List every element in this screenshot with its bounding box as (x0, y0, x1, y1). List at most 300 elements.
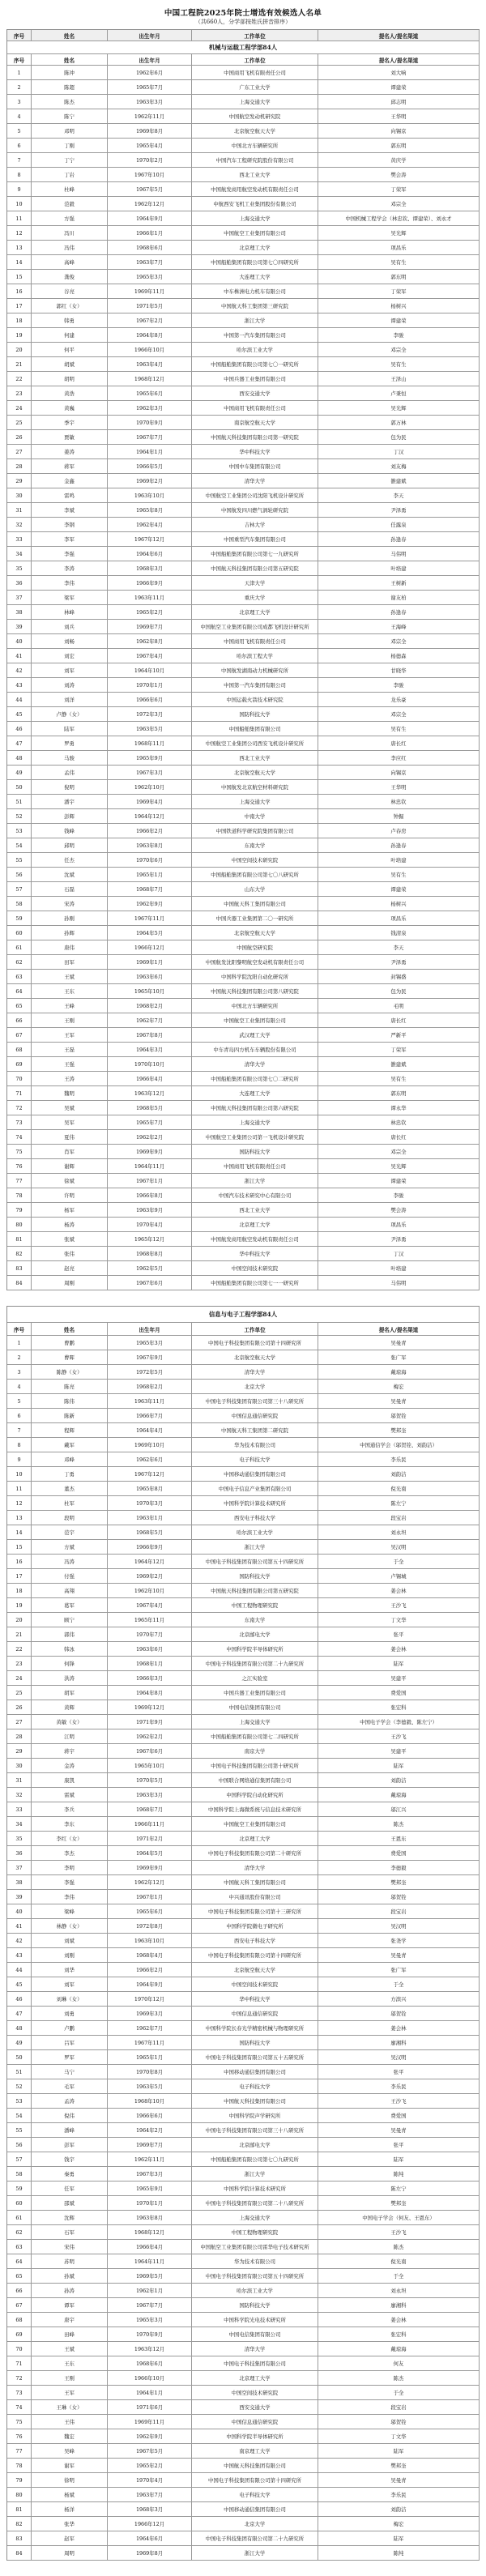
cell-work-unit: 中南大学 (192, 809, 318, 823)
cell-birth-date: 1969年7月 (108, 620, 192, 633)
cell-nominator: 丁文华 (318, 2429, 480, 2443)
cell-name: 何锋 (32, 1657, 108, 1670)
cell-birth-date: 1966年5月 (108, 459, 192, 473)
cell-birth-date: 1968年7月 (108, 882, 192, 896)
cell-birth-date: 1966年11月 (108, 1817, 192, 1831)
cell-birth-date: 1967年8月 (108, 1028, 192, 1042)
cell-birth-date: 1962年6月 (108, 1452, 192, 1466)
cell-index: 69 (7, 1057, 32, 1071)
cell-work-unit: 山东大学 (192, 882, 318, 896)
cell-name: 陈冲 (32, 66, 108, 79)
cell-work-unit: 中国航天科工集团第二研究院 (192, 1423, 318, 1437)
cell-name: 刘涛 (32, 678, 108, 692)
cell-birth-date: 1964年9月 (108, 211, 192, 225)
header-name: 姓名 (32, 30, 108, 41)
cell-birth-date: 1965年1月 (108, 2050, 192, 2064)
table-row (7, 1438, 480, 1452)
cell-work-unit: 中国电子科技集团有限公司第三十八研究所 (192, 2123, 318, 2137)
table-row (7, 1904, 480, 1919)
cell-nominator: 卢春房 (318, 824, 480, 838)
cell-work-unit: 中国兵器工业集团第二〇一研究所 (192, 911, 318, 925)
cell-birth-date: 1965年9月 (108, 751, 192, 765)
cell-nominator: 向锡京 (318, 124, 480, 138)
cell-birth-date: 1969年8月 (108, 124, 192, 138)
cell-birth-date: 1964年1月 (108, 2386, 192, 2399)
table-row (7, 1642, 480, 1657)
cell-index: 23 (7, 386, 32, 400)
cell-birth-date: 1963年12月 (108, 2342, 192, 2356)
cell-nominator: 吴有生 (318, 868, 480, 881)
cell-index: 6 (7, 139, 32, 152)
table-row (7, 1467, 480, 1482)
cell-index: 8 (7, 1438, 32, 1452)
table-row (7, 2240, 480, 2254)
cell-name: 胡斌 (32, 357, 108, 371)
cell-index: 30 (7, 488, 32, 502)
cell-name: 孙刚 (32, 911, 108, 925)
cell-birth-date: 1965年9月 (108, 2181, 192, 2195)
cell-name: 冯涛 (32, 1555, 108, 1568)
table-row (7, 1380, 480, 1394)
cell-name: 陈宁 (32, 109, 108, 123)
cell-name: 林峰 (32, 605, 108, 619)
cell-index: 19 (7, 1598, 32, 1612)
cell-index: 24 (7, 401, 32, 415)
cell-work-unit: 中国航天科工集团有限公司 (192, 897, 318, 911)
table-row (7, 1350, 480, 1365)
table-row (7, 678, 480, 693)
cell-index: 17 (7, 1569, 32, 1583)
cell-name: 王刚 (32, 1013, 108, 1027)
cell-work-unit: 中国航发北京航空材料研究院 (192, 780, 318, 794)
table-row (7, 1919, 480, 1934)
cell-nominator: 廖湘科 (318, 2036, 480, 2049)
cell-work-unit: 中国第一汽车集团有限公司 (192, 678, 318, 692)
cell-name: 杜峰 (32, 182, 108, 196)
cell-birth-date: 1971年6月 (108, 2400, 192, 2414)
cell-index: 51 (7, 2065, 32, 2079)
cell-birth-date: 1966年10月 (108, 343, 192, 356)
cell-birth-date: 1967年5月 (108, 182, 192, 196)
cell-nominator: 樊会涛 (318, 168, 480, 181)
cell-work-unit: 中国航天科工集团有限公司 (192, 1875, 318, 1889)
cell-name: 蒋军 (32, 459, 108, 473)
cell-work-unit: 中国航空工业集团有限公司 (192, 226, 318, 240)
cell-work-unit: 浙江大学 (192, 313, 318, 327)
cell-nominator: 邬贺铨 (318, 2415, 480, 2429)
cell-name: 邱明 (32, 838, 108, 852)
cell-work-unit: 中国航空工业集团有限公司雷华电子技术研究所 (192, 2240, 318, 2254)
table-row (7, 2386, 480, 2400)
cell-nominator: 吴光辉 (318, 1159, 480, 1173)
cell-nominator: 尹泽勇 (318, 503, 480, 517)
cell-index: 59 (7, 2181, 32, 2195)
cell-name: 方强 (32, 211, 108, 225)
cell-birth-date: 1963年3月 (108, 95, 192, 109)
cell-name: 刘军 (32, 1977, 108, 1991)
cell-name: 李涛 (32, 561, 108, 575)
table-row (7, 168, 480, 182)
cell-index: 14 (7, 1525, 32, 1539)
cell-name: 郭伟 (32, 1627, 108, 1641)
table-row (7, 561, 480, 576)
cell-index: 49 (7, 766, 32, 779)
cell-birth-date: 1965年7月 (108, 80, 192, 94)
cell-nominator: 谭建荣 (318, 313, 480, 327)
table-row (7, 809, 480, 824)
cell-index: 45 (7, 707, 32, 721)
table-row (7, 1861, 480, 1875)
table-row (7, 1598, 480, 1613)
cell-name: 任军 (32, 2181, 108, 2195)
cell-nominator: 张广军 (318, 1350, 480, 1364)
cell-birth-date: 1971年5月 (108, 299, 192, 313)
table-row (7, 197, 480, 211)
cell-nominator: 何友 (318, 2356, 480, 2370)
cell-index: 64 (7, 984, 32, 998)
cell-nominator: 费爱国 (318, 2109, 480, 2122)
cell-nominator: 甘晓华 (318, 663, 480, 677)
cell-birth-date: 1962年10月 (108, 780, 192, 794)
cell-birth-date: 1965年8月 (108, 1482, 192, 1495)
cell-work-unit: 中国北方车辆研究所 (192, 139, 318, 152)
table-row (7, 1540, 480, 1555)
cell-work-unit: 中国电子信息产业集团有限公司 (192, 1482, 318, 1495)
cell-nominator: 陆军 (318, 2531, 480, 2545)
table-header-row (7, 1323, 480, 1336)
cell-index: 80 (7, 2488, 32, 2501)
cell-birth-date: 1964年5月 (108, 1846, 192, 1860)
cell-work-unit: 中国航空研究院 (192, 940, 318, 954)
cell-nominator: 王华明 (318, 109, 480, 123)
cell-index: 58 (7, 2167, 32, 2181)
cell-nominator: 中国电子学会（何友、王恩东） (318, 2211, 480, 2224)
cell-name: 沈斌 (32, 868, 108, 881)
cell-nominator: 张广军 (318, 1963, 480, 1977)
table-row (7, 2123, 480, 2138)
candidate-table-information (6, 1306, 480, 2561)
table-row (7, 1744, 480, 1759)
table-row (7, 1423, 480, 1438)
cell-nominator: 王华明 (318, 780, 480, 794)
cell-index: 54 (7, 2109, 32, 2122)
table-row (7, 2036, 480, 2050)
cell-index: 43 (7, 678, 32, 692)
cell-work-unit: 中国信息通信研究院 (192, 2415, 318, 2429)
table-row (7, 386, 480, 401)
cell-nominator: 向锡京 (318, 766, 480, 779)
cell-name: 张伟 (32, 1247, 108, 1260)
table-row (7, 2371, 480, 2386)
cell-name: 谢军 (32, 2459, 108, 2472)
table-row (7, 518, 480, 532)
cell-index: 73 (7, 1115, 32, 1129)
table-row (7, 2531, 480, 2546)
cell-name: 王刚 (32, 2371, 108, 2385)
cell-name: 潘宇 (32, 795, 108, 808)
cell-work-unit: 中国航天科技集团有限公司第一研究院 (192, 430, 318, 444)
cell-birth-date: 1965年3月 (108, 270, 192, 284)
cell-index: 3 (7, 1365, 32, 1379)
cell-name: 洪涛 (32, 1671, 108, 1685)
cell-birth-date: 1968年12月 (108, 2225, 192, 2239)
cell-name: 魏明 (32, 1086, 108, 1100)
header-birth-date: 出生年月 (108, 1323, 192, 1335)
cell-work-unit: 中国船舶集团有限公司第七一九研究所 (192, 547, 318, 561)
cell-name: 贾敏 (32, 430, 108, 444)
cell-index: 64 (7, 2254, 32, 2268)
cell-name: 倪明 (32, 780, 108, 794)
cell-name: 王东 (32, 2356, 108, 2370)
cell-birth-date: 1972年5月 (108, 1365, 192, 1379)
cell-nominator: 陈左宁 (318, 1496, 480, 1510)
cell-work-unit: 中国航发沈阳黎明航空发动机有限责任公司 (192, 955, 318, 969)
cell-birth-date: 1965年3月 (108, 2313, 192, 2327)
cell-nominator: 叶培建 (318, 853, 480, 867)
table-row (7, 2488, 480, 2502)
table-row (7, 2021, 480, 2036)
cell-work-unit: 中国商用飞机有限责任公司 (192, 66, 318, 79)
table-row (7, 2196, 480, 2211)
cell-work-unit: 北京理工大学 (192, 605, 318, 619)
cell-birth-date: 1962年11月 (108, 2152, 192, 2166)
cell-birth-date: 1965年1月 (108, 868, 192, 881)
header-work-unit: 工作单位 (192, 30, 318, 41)
cell-name: 杨斌 (32, 2488, 108, 2501)
cell-work-unit: 西北工业大学 (192, 168, 318, 181)
cell-name: 高翔 (32, 1584, 108, 1597)
cell-work-unit: 中国航天科技集团有限公司第六研究院 (192, 1101, 318, 1115)
cell-work-unit: 中国电子科技集团有限公司第十四研究所 (192, 2473, 318, 2487)
cell-nominator: 王树新 (318, 576, 480, 590)
table-row (7, 1336, 480, 1350)
table-row (7, 1409, 480, 1423)
table-row (7, 882, 480, 897)
cell-work-unit: 武汉理工大学 (192, 1028, 318, 1042)
cell-work-unit: 中国电子科技集团有限公司第三十八研究所 (192, 1394, 318, 1408)
cell-birth-date: 1971年9月 (108, 1715, 192, 1729)
cell-work-unit: 北京航空航天大学 (192, 1350, 318, 1364)
cell-nominator: 丁文华 (318, 1613, 480, 1627)
cell-nominator: 樊邦奎 (318, 2196, 480, 2210)
table-row (7, 1525, 480, 1540)
table-header-row (7, 30, 480, 41)
cell-work-unit: 南京大学 (192, 1744, 318, 1758)
cell-nominator: 严新平 (318, 1028, 480, 1042)
cell-nominator: 杨树兴 (318, 299, 480, 313)
cell-nominator: 尹泽勇 (318, 955, 480, 969)
cell-birth-date: 1967年4月 (108, 649, 192, 663)
cell-birth-date: 1964年1月 (108, 445, 192, 458)
cell-work-unit: 中国空间技术研究院 (192, 1977, 318, 1991)
cell-birth-date: 1962年12月 (108, 1875, 192, 1889)
cell-name: 胡军 (32, 1686, 108, 1700)
cell-name: 周明 (32, 2546, 108, 2560)
cell-index: 72 (7, 1101, 32, 1115)
cell-name: 韩勇 (32, 313, 108, 327)
cell-name: 卢鹏 (32, 2021, 108, 2035)
cell-index: 41 (7, 649, 32, 663)
cell-work-unit: 北京大学 (192, 1380, 318, 1393)
cell-nominator: 倪光南 (318, 2254, 480, 2268)
table-row (7, 2065, 480, 2079)
cell-index: 25 (7, 1686, 32, 1700)
cell-work-unit: 中航西安飞机工业集团股份有限公司 (192, 197, 318, 211)
cell-index: 65 (7, 999, 32, 1013)
cell-birth-date: 1969年9月 (108, 1145, 192, 1158)
cell-work-unit: 中国船舶集团有限公司第七〇一研究所 (192, 357, 318, 371)
cell-birth-date: 1964年8月 (108, 1686, 192, 1700)
cell-birth-date: 1970年1月 (108, 678, 192, 692)
cell-name: 肖军 (32, 1145, 108, 1158)
cell-name: 王涛 (32, 1072, 108, 1085)
cell-nominator: 尹泽勇 (318, 1232, 480, 1246)
cell-name: 石军 (32, 2225, 108, 2239)
cell-work-unit: 华为技术有限公司 (192, 1438, 318, 1452)
cell-work-unit: 中车株洲电力机车有限公司 (192, 284, 318, 298)
table-row (7, 780, 480, 795)
cell-name: 李伟 (32, 1890, 108, 1904)
cell-name: 黄浩 (32, 386, 108, 400)
cell-birth-date: 1964年6月 (108, 2531, 192, 2545)
cell-work-unit: 中国电子科技集团有限公司第十三研究所 (192, 1904, 318, 1918)
table-row (7, 109, 480, 124)
cell-nominator: 吴有生 (318, 722, 480, 736)
table-row (7, 2094, 480, 2109)
table-row (7, 1057, 480, 1072)
cell-nominator: 刘韵洁 (318, 1773, 480, 1787)
cell-work-unit: 西安电子科技大学 (192, 1511, 318, 1525)
cell-name: 徐斌 (32, 1174, 108, 1188)
cell-nominator: 马伟明 (318, 547, 480, 561)
table-row (7, 445, 480, 459)
cell-birth-date: 1965年8月 (108, 503, 192, 517)
cell-index: 8 (7, 168, 32, 181)
cell-work-unit: 中国商用飞机有限责任公司 (192, 634, 318, 648)
cell-birth-date: 1962年5月 (108, 1261, 192, 1275)
cell-name: 王伟 (32, 2415, 108, 2429)
table-row (7, 1365, 480, 1380)
cell-nominator: 樊邦奎 (318, 1875, 480, 1889)
cell-birth-date: 1972年3月 (108, 707, 192, 721)
cell-index: 50 (7, 2050, 32, 2064)
table-row (7, 1247, 480, 1261)
cell-work-unit: 东南大学 (192, 838, 318, 852)
cell-index: 25 (7, 416, 32, 429)
cell-index: 21 (7, 1627, 32, 1641)
cell-work-unit: 中国工程物理研究院 (192, 2225, 318, 2239)
cell-birth-date: 1966年10月 (108, 2371, 192, 2385)
cell-birth-date: 1969年4月 (108, 795, 192, 808)
cell-name: 陈超 (32, 80, 108, 94)
cell-name: 刘华 (32, 1963, 108, 1977)
cell-birth-date: 1962年6月 (108, 66, 192, 79)
cell-work-unit: 中国汽车工程研究院股份有限公司 (192, 153, 318, 167)
cell-birth-date: 1966年9月 (108, 1540, 192, 1554)
cell-work-unit: 重庆大学 (192, 591, 318, 604)
cell-birth-date: 1968年3月 (108, 2502, 192, 2516)
cell-name: 金涛 (32, 1759, 108, 1772)
cell-work-unit: 北京理工大学 (192, 1832, 318, 1845)
cell-nominator: 黄庆学 (318, 153, 480, 167)
cell-nominator: 龙乐豪 (318, 693, 480, 706)
cell-name: 孟伟 (32, 766, 108, 779)
cell-nominator: 廖湘科 (318, 2298, 480, 2312)
cell-work-unit: 北京理工大学 (192, 2371, 318, 2385)
cell-work-unit: 南京航空航天大学 (192, 416, 318, 429)
table-row (7, 1086, 480, 1101)
cell-work-unit: 中国航空工业集团有限公司 (192, 1013, 318, 1027)
cell-work-unit: 国防科技大学 (192, 1145, 318, 1158)
table-row (7, 1729, 480, 1744)
cell-work-unit: 中国航天科技集团有限公司第五研究院 (192, 561, 318, 575)
cell-work-unit: 中国科学院声学研究所 (192, 2109, 318, 2122)
table-row (7, 1115, 480, 1130)
document-title: 中国工程院2025年院士增选有效候选人名单 (164, 9, 322, 18)
cell-index: 80 (7, 1218, 32, 1231)
cell-work-unit: 中国移动通信集团有限公司 (192, 2502, 318, 2516)
cell-work-unit: 中国第一汽车集团有限公司 (192, 328, 318, 342)
cell-index: 4 (7, 109, 32, 123)
table-row (7, 1555, 480, 1569)
cell-birth-date: 1966年3月 (108, 1671, 192, 1685)
cell-birth-date: 1963年8月 (108, 838, 192, 852)
cell-name: 雷斌 (32, 1788, 108, 1802)
cell-nominator: 吴汉明 (318, 1919, 480, 1933)
cell-index: 34 (7, 547, 32, 561)
cell-index: 42 (7, 1934, 32, 1947)
cell-name: 王东 (32, 984, 108, 998)
table-row (7, 2356, 480, 2371)
cell-index: 9 (7, 182, 32, 196)
cell-work-unit: 华中科技大学 (192, 1992, 318, 2006)
cell-name: 刘刚 (32, 1948, 108, 1962)
table-row (7, 1101, 480, 1115)
cell-name: 陈亮 (32, 1380, 108, 1393)
cell-name: 陈杰 (32, 95, 108, 109)
cell-name: 李军 (32, 532, 108, 546)
cell-birth-date: 1968年4月 (108, 1948, 192, 1962)
cell-name: 任杰 (32, 853, 108, 867)
cell-work-unit: 西安电子科技大学 (192, 1934, 318, 1947)
cell-birth-date: 1963年5月 (108, 722, 192, 736)
cell-nominator: 陈纯 (318, 2167, 480, 2181)
cell-index: 41 (7, 1919, 32, 1933)
cell-name: 周刚 (32, 1276, 108, 1290)
cell-birth-date: 1969年12月 (108, 1700, 192, 1714)
cell-index: 15 (7, 1540, 32, 1554)
cell-name: 方斌 (32, 1540, 108, 1554)
table-row (7, 2269, 480, 2284)
cell-work-unit: 华中科技大学 (192, 445, 318, 458)
cell-birth-date: 1969年5月 (108, 2269, 192, 2283)
cell-work-unit: 中国科学院计算技术研究所 (192, 1496, 318, 1510)
cell-index: 32 (7, 1788, 32, 1802)
cell-birth-date: 1971年2月 (108, 1832, 192, 1845)
cell-birth-date: 1964年11月 (108, 1159, 192, 1173)
cell-nominator: 刘大响 (318, 66, 480, 79)
cell-work-unit: 中国科学院光电技术研究所 (192, 2313, 318, 2327)
table-row (7, 795, 480, 809)
table-row (7, 2138, 480, 2152)
cell-birth-date: 1969年8月 (108, 2546, 192, 2560)
header-birth-date: 出生年月 (108, 54, 192, 65)
cell-nominator: 丁汉 (318, 445, 480, 458)
cell-index: 84 (7, 2546, 32, 2560)
table-row (7, 182, 480, 197)
cell-name: 高峰 (32, 255, 108, 269)
cell-index: 77 (7, 2444, 32, 2458)
